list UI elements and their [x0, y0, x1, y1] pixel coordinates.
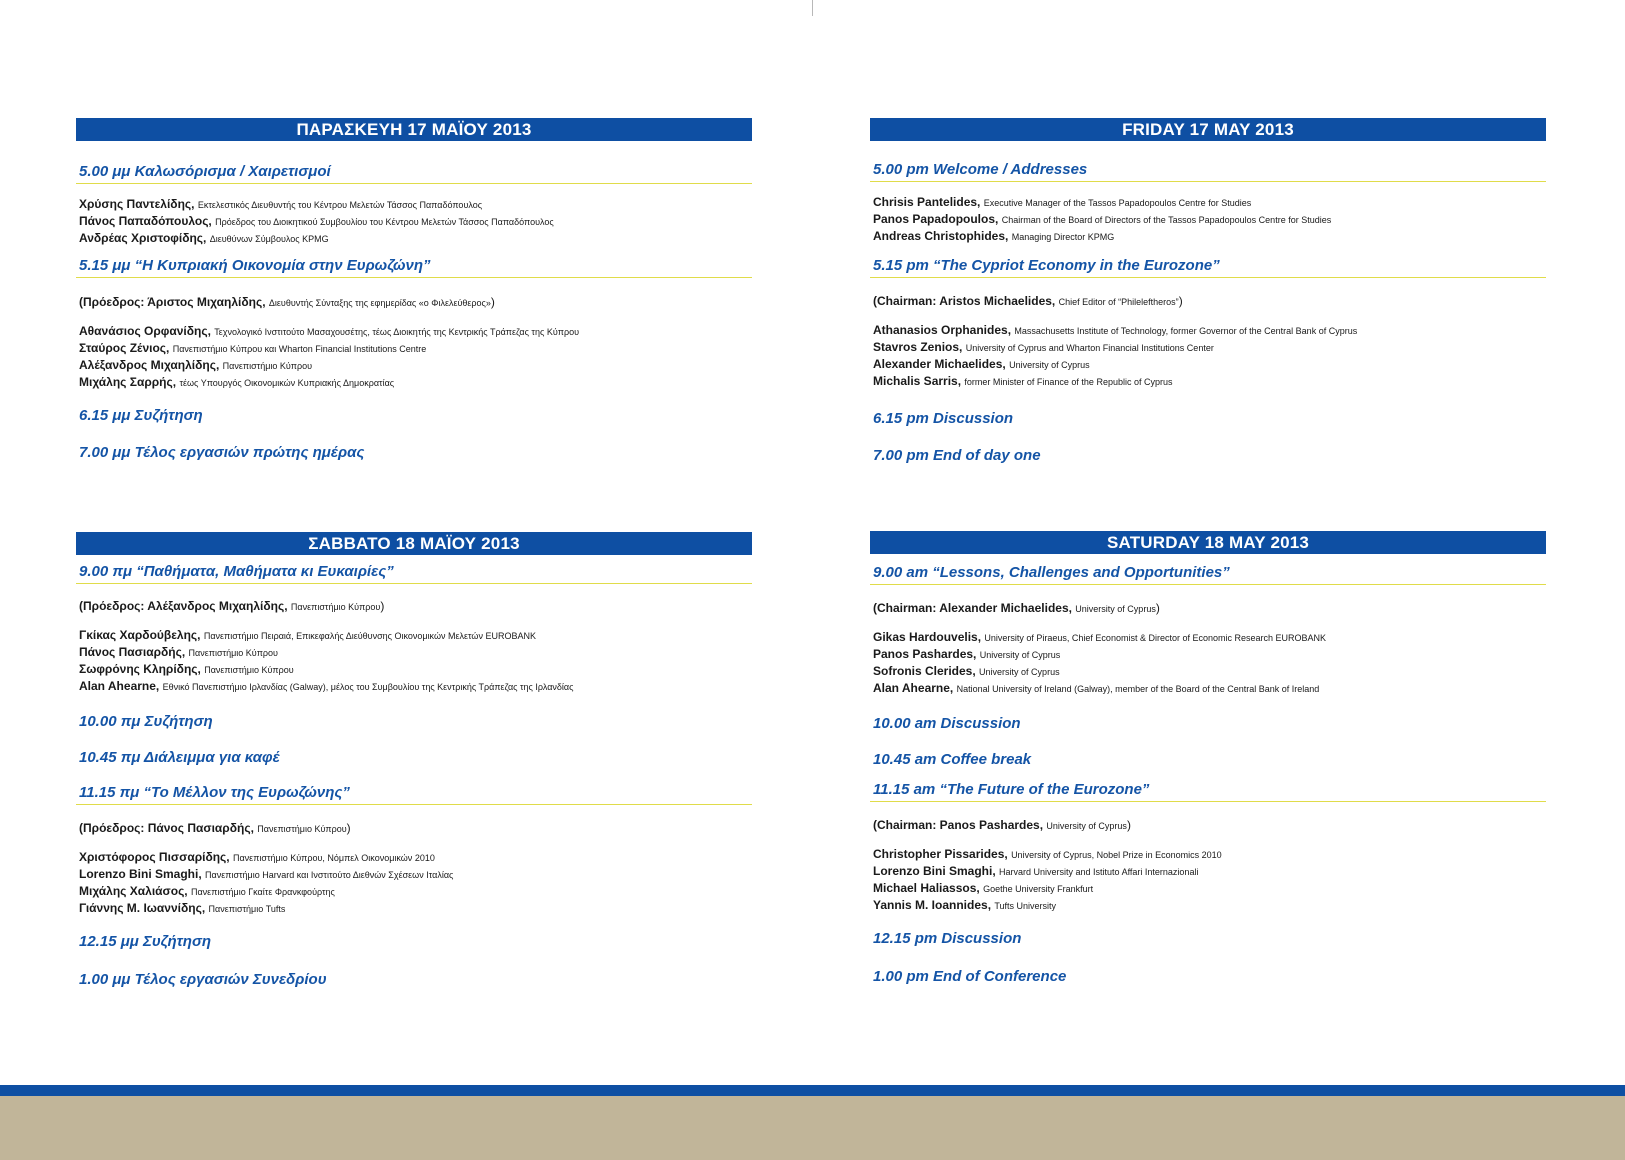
speaker-affiliation: Πανεπιστήμιο Πειραιά, Επικεφαλής Διεύθυνσης Οικονομικών Μελετών EUROBANK — [203, 631, 536, 641]
speaker-affiliation: National University of Ireland (Galway), member of the Board of the Central Bank of Ireland — [956, 684, 1320, 694]
session-chair — [870, 601, 1546, 615]
speaker-row — [79, 340, 752, 357]
chair-name: (Chairman: Alexander Michaelides, — [873, 601, 1072, 615]
speaker-name: Πάνος Παπαδόπουλος, — [79, 214, 212, 228]
chair-affiliation: Πανεπιστήμιο Κύπρου — [257, 824, 347, 834]
speaker-affiliation: Chairman of the Board of Directors of the Tassos Papadopoulos Centre for Studies — [1001, 215, 1332, 225]
speaker-row — [873, 863, 1546, 880]
session-title: 9.00 am “Lessons, Challenges and Opportunities” — [870, 564, 1546, 585]
speaker-affiliation: Εθνικό Πανεπιστήμιο Ιρλανδίας (Galway), μέλος του Συμβουλίου της Κεντρικής Τράπεζας της Ιρλανδίας — [162, 682, 574, 692]
speaker-row — [873, 211, 1546, 228]
speaker-affiliation: Goethe University Frankfurt — [983, 884, 1094, 894]
chair-close: ) — [346, 821, 351, 835]
speaker-affiliation: Πανεπιστήμιο Tufts — [208, 904, 286, 914]
speaker-name: Alan Ahearne, — [873, 681, 954, 695]
speaker-row — [79, 849, 752, 866]
speaker-name: Μιχάλης Χαλιάσος, — [79, 884, 188, 898]
session-chair — [870, 294, 1546, 308]
chair-close: ) — [490, 295, 495, 309]
session-title: 12.15 pm Discussion — [873, 930, 1022, 947]
footer-blue-band — [0, 1085, 1625, 1096]
chair-close: ) — [380, 599, 385, 613]
speaker-row — [79, 213, 752, 230]
session-title: 10.45 πμ Διάλειμμα για καφέ — [79, 749, 280, 766]
session-title: 10.00 πμ Συζήτηση — [79, 713, 213, 730]
speaker-name: Alexander Michaelides, — [873, 357, 1006, 371]
speaker-name: Chrisis Pantelides, — [873, 195, 981, 209]
speaker-row — [873, 646, 1546, 663]
speaker-affiliation: University of Cyprus and Wharton Financial Institutions Center — [965, 343, 1214, 353]
session-chair — [76, 599, 752, 613]
speaker-list — [76, 849, 752, 917]
speaker-affiliation: University of Cyprus — [979, 650, 1061, 660]
session-title: 7.00 pm End of day one — [873, 447, 1041, 464]
chair-close: ) — [1155, 601, 1160, 615]
speaker-affiliation: Harvard University and Istituto Affari Internazionali — [999, 867, 1199, 877]
speaker-affiliation: former Minister of Finance of the Republic of Cyprus — [964, 377, 1173, 387]
session-title: 11.15 πμ “Το Μέλλον της Ευρωζώνης” — [76, 784, 752, 805]
speaker-name: Πάνος Πασιαρδής, — [79, 645, 186, 659]
session-chair — [870, 818, 1546, 832]
speaker-row — [79, 196, 752, 213]
chair-affiliation: Chief Editor of “Phileleftheros” — [1058, 297, 1179, 307]
programme-day-en-saturday — [870, 531, 1546, 988]
speaker-affiliation: University of Cyprus — [1009, 360, 1090, 370]
chair-name: (Πρόεδρος: Πάνος Πασιαρδής, — [79, 821, 254, 835]
speaker-row — [873, 897, 1546, 914]
speaker-row — [79, 374, 752, 391]
session-title: 1.00 pm End of Conference — [873, 968, 1067, 985]
chair-name: (Chairman: Panos Pashardes, — [873, 818, 1044, 832]
session-title: 5.00 μμ Καλωσόρισμα / Χαιρετισμοί — [76, 163, 752, 184]
speaker-row — [79, 357, 752, 374]
session-chair — [76, 821, 752, 835]
session-title: 5.15 pm “The Cypriot Economy in the Eurozone” — [870, 257, 1546, 278]
chair-close: ) — [1126, 818, 1131, 832]
speaker-name: Αλέξανδρος Μιχαηλίδης, — [79, 358, 220, 372]
speaker-affiliation: Πανεπιστήμιο Κύπρου — [222, 361, 313, 371]
session-title: 1.00 μμ Τέλος εργασιών Συνεδρίου — [79, 971, 327, 988]
speaker-row — [873, 846, 1546, 863]
session-title: 5.15 μμ “Η Κυπριακή Οικονομία στην Ευρωζώνη” — [76, 257, 752, 278]
speaker-affiliation: Πανεπιστήμιο Harvard και Ινστιτούτο Διεθνών Σχέσεων Ιταλίας — [205, 870, 454, 880]
session-title: 11.15 am “The Future of the Eurozone” — [870, 781, 1546, 802]
chair-affiliation: Διευθυντής Σύνταξης της εφημερίδας «ο Φιλελεύθερος» — [268, 298, 491, 308]
speaker-name: Lorenzo Bini Smaghi, — [873, 864, 996, 878]
speaker-row — [79, 627, 752, 644]
speaker-name: Panos Papadopoulos, — [873, 212, 999, 226]
speaker-row — [873, 373, 1546, 390]
session-chair — [76, 295, 752, 309]
speaker-row — [79, 230, 752, 247]
day-header: ΣΑΒΒΑΤΟ 18 ΜΑΪΟΥ 2013 — [76, 532, 752, 555]
speaker-row — [873, 680, 1546, 697]
chair-close: ) — [1178, 294, 1183, 308]
speaker-affiliation: Τεχνολογικό Ινστιτούτο Μασαχουσέτης, τέως Διοικητής της Κεντρικής Τράπεζας της Κύπρου — [214, 327, 580, 337]
session-title: 12.15 μμ Συζήτηση — [79, 933, 212, 950]
speaker-affiliation: Διευθύνων Σύμβουλος KPMG — [209, 234, 329, 244]
speaker-list — [870, 322, 1546, 390]
speaker-name: Athanasios Orphanides, — [873, 323, 1012, 337]
speaker-name: Μιχάλης Σαρρής, — [79, 375, 177, 389]
programme-day-en-friday — [870, 118, 1546, 467]
speaker-name: Christopher Pissarides, — [873, 847, 1008, 861]
speaker-row — [79, 644, 752, 661]
session-title: 9.00 πμ “Παθήματα, Μαθήματα κι Ευκαιρίες” — [76, 563, 752, 584]
session-title: 5.00 pm Welcome / Addresses — [870, 161, 1546, 182]
speaker-name: Panos Pashardes, — [873, 647, 977, 661]
speaker-name: Andreas Christophides, — [873, 229, 1009, 243]
speaker-row — [79, 323, 752, 340]
session-title: 6.15 pm Discussion — [873, 410, 1014, 427]
speaker-row — [873, 194, 1546, 211]
page-fold-mark — [812, 0, 813, 16]
chair-affiliation: University of Cyprus — [1046, 821, 1127, 831]
speaker-affiliation: Πρόεδρος του Διοικητικού Συμβουλίου του Κέντρου Μελετών Τάσσος Παπαδόπουλος — [215, 217, 554, 227]
speaker-list — [76, 196, 752, 247]
speaker-affiliation: τέως Υπουργός Οικονομικών Κυπριακής Δημοκρατίας — [179, 378, 395, 388]
speaker-row — [873, 629, 1546, 646]
speaker-name: Γκίκας Χαρδούβελης, — [79, 628, 201, 642]
speaker-list — [76, 323, 752, 391]
speaker-row — [79, 678, 752, 695]
speaker-list — [870, 629, 1546, 697]
session-title: 7.00 μμ Τέλος εργασιών πρώτης ημέρας — [79, 444, 365, 461]
chair-affiliation: University of Cyprus — [1075, 604, 1156, 614]
session-title: 6.15 μμ Συζήτηση — [79, 407, 203, 424]
speaker-list — [870, 846, 1546, 914]
chair-name: (Chairman: Aristos Michaelides, — [873, 294, 1056, 308]
chair-affiliation: Πανεπιστήμιο Κύπρου — [290, 602, 381, 612]
day-header: FRIDAY 17 MAY 2013 — [870, 118, 1546, 141]
speaker-affiliation: Massachusetts Institute of Technology, former Governor of the Central Bank of Cyprus — [1014, 326, 1358, 336]
day-header: SATURDAY 18 MAY 2013 — [870, 531, 1546, 554]
speaker-row — [873, 339, 1546, 356]
programme-day-gr-saturday — [76, 532, 752, 991]
speaker-row — [79, 661, 752, 678]
speaker-row — [79, 866, 752, 883]
chair-name: (Πρόεδρος: Αλέξανδρος Μιχαηλίδης, — [79, 599, 288, 613]
speaker-name: Gikas Hardouvelis, — [873, 630, 982, 644]
speaker-name: Σωφρόνης Κληρίδης, — [79, 662, 201, 676]
speaker-affiliation: University of Cyprus — [979, 667, 1060, 677]
session-title: 10.00 am Discussion — [873, 715, 1021, 732]
speaker-affiliation: Executive Manager of the Tassos Papadopoulos Centre for Studies — [983, 198, 1252, 208]
speaker-affiliation: Πανεπιστήμιο Κύπρου, Νόμπελ Οικονομικών 2010 — [232, 853, 435, 863]
speaker-name: Χρύσης Παντελίδης, — [79, 197, 195, 211]
speaker-affiliation: Tufts University — [994, 901, 1057, 911]
speaker-name: Sofronis Clerides, — [873, 664, 976, 678]
speaker-row — [873, 228, 1546, 245]
footer-tan-band — [0, 1096, 1625, 1160]
speaker-name: Αθανάσιος Ορφανίδης, — [79, 324, 211, 338]
speaker-name: Σταύρος Ζένιος, — [79, 341, 170, 355]
speaker-affiliation: Πανεπιστήμιο Κύπρου — [188, 648, 278, 658]
speaker-affiliation: Εκτελεστικός Διευθυντής του Κέντρου Μελετών Τάσσος Παπαδόπουλος — [197, 200, 483, 210]
speaker-list — [76, 627, 752, 695]
speaker-name: Γιάννης Μ. Ιωαννίδης, — [79, 901, 206, 915]
speaker-name: Alan Ahearne, — [79, 679, 160, 693]
speaker-row — [873, 663, 1546, 680]
speaker-affiliation: Πανεπιστήμιο Κύπρου — [204, 665, 294, 675]
programme-day-gr-friday — [76, 118, 752, 464]
speaker-name: Ανδρέας Χριστοφίδης, — [79, 231, 207, 245]
day-header: ΠΑΡΑΣΚΕΥΗ 17 ΜΑΪΟΥ 2013 — [76, 118, 752, 141]
speaker-affiliation: Πανεπιστήμιο Κύπρου και Wharton Financial Institutions Centre — [172, 344, 427, 354]
speaker-affiliation: University of Cyprus, Nobel Prize in Economics 2010 — [1011, 850, 1222, 860]
speaker-name: Χριστόφορος Πισσαρίδης, — [79, 850, 230, 864]
speaker-row — [873, 356, 1546, 373]
speaker-name: Michael Haliassos, — [873, 881, 980, 895]
chair-name: (Πρόεδρος: Άριστος Μιχαηλίδης, — [79, 295, 266, 309]
speaker-name: Lorenzo Bini Smaghi, — [79, 867, 202, 881]
speaker-name: Michalis Sarris, — [873, 374, 962, 388]
speaker-affiliation: Managing Director KPMG — [1011, 232, 1115, 242]
speaker-row — [79, 900, 752, 917]
session-title: 10.45 am Coffee break — [873, 751, 1032, 768]
speaker-name: Stavros Zenios, — [873, 340, 963, 354]
speaker-row — [79, 883, 752, 900]
speaker-row — [873, 322, 1546, 339]
speaker-affiliation: University of Piraeus, Chief Economist & Director of Economic Research EUROBANK — [984, 633, 1327, 643]
speaker-list — [870, 194, 1546, 245]
speaker-row — [873, 880, 1546, 897]
speaker-affiliation: Πανεπιστήμιο Γκαίτε Φρανκφούρτης — [190, 887, 335, 897]
speaker-name: Yannis M. Ioannides, — [873, 898, 992, 912]
